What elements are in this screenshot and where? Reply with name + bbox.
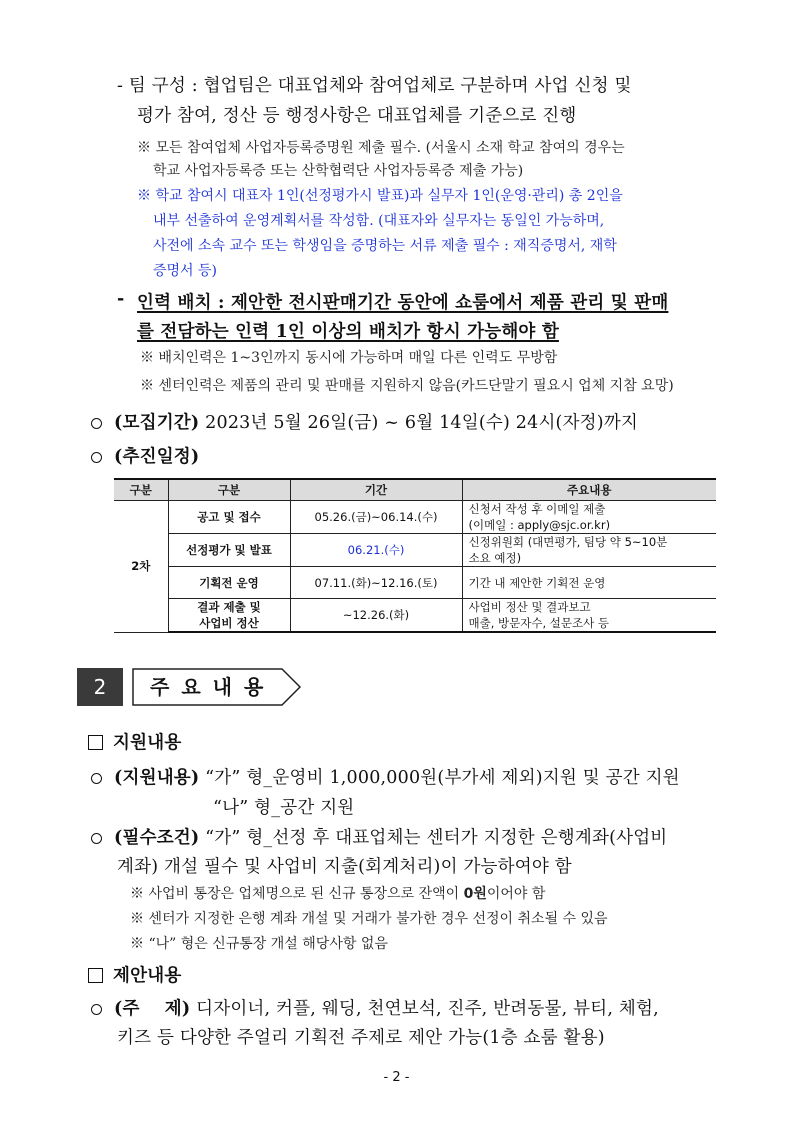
section-title: 주요내용 (150, 675, 276, 699)
period-cell: 07.11.(화)~12.16.(토) (290, 567, 462, 599)
stage-cell: 선정평가 및 발표 (168, 534, 290, 567)
team-note-1-line-2: 학교 사업자등록증 또는 산학협력단 사업자등록증 제출 가능) (153, 163, 524, 179)
proposal-line-2: 키즈 등 다양한 주얼리 기획전 주제로 제안 가능(1층 쇼룸 활용) (117, 1028, 605, 1048)
requirement-line-2: 계좌) 개설 필수 및 사업비 지출(회계처리)이 가능하여야 함 (117, 857, 572, 877)
content-cell (462, 501, 716, 534)
content-cell (462, 599, 716, 633)
checkbox-square-icon (88, 968, 103, 983)
recruit-period (91, 409, 638, 434)
bullet-circle-icon (91, 833, 102, 844)
table-row (114, 599, 716, 633)
round-cell: 2차 (114, 501, 168, 633)
support-line-2: “나” 형_공간 지원 (213, 798, 355, 818)
content-line: 사업비 정산 및 결과보고 (468, 600, 591, 614)
page-number: - 2 - (383, 1070, 410, 1085)
proposal-heading-text: 제안내용 (113, 966, 182, 986)
content-line: 소요 예정) (468, 551, 522, 565)
bullet-circle-icon (91, 418, 102, 429)
table-row (114, 567, 716, 599)
support-note-1-bold: 0원 (463, 886, 487, 902)
staff-dash: - (117, 289, 125, 309)
content-cell (462, 534, 716, 567)
stage-line: 사업비 정산 (199, 616, 259, 630)
table-header-row (114, 479, 716, 501)
section-number: 2 (77, 668, 123, 706)
stage-cell: 기획전 운영 (168, 567, 290, 599)
recruit-text: 2023년 5월 26일(금) ~ 6월 14일(수) 24시(자정)까지 (199, 413, 639, 433)
recruit-label: (모집기간) (114, 413, 200, 433)
team-note-1-line-1: ※ 모든 참여업체 사업자등록증명원 제출 필수. (서울시 소재 학교 참여의 경우는 (137, 140, 625, 156)
bullet-circle-icon (91, 773, 102, 784)
support-heading-text: 지원내용 (113, 733, 182, 753)
bullet-circle-icon (91, 1004, 102, 1015)
team-note-2-line-4: 증명서 등) (153, 263, 218, 279)
stage-cell: 공고 및 접수 (168, 501, 290, 534)
support-line-1 (91, 764, 680, 789)
support-text-1: “가” 형_운영비 1,000,000원(부가세 제외)지원 및 공간 지원 (199, 768, 680, 788)
bullet-circle-icon (91, 452, 102, 463)
schedule-table (114, 478, 716, 633)
proposal-heading (88, 962, 181, 987)
stage-cell (168, 599, 290, 633)
content-cell: 기간 내 제안한 기획전 운영 (462, 567, 716, 599)
content-line: 신청서 작성 후 이메일 제출 (468, 502, 606, 516)
staff-note-1: ※ 배치인력은 1~3인까지 동시에 가능하며 매일 다른 인력도 무방함 (140, 350, 558, 366)
support-note-3: ※ “나” 형은 신규통장 개설 해당사항 없음 (130, 936, 388, 952)
table-row (114, 534, 716, 567)
table-row (114, 501, 716, 534)
support-heading (88, 729, 181, 754)
support-note-1-pre: ※ 사업비 통장은 업체명으로 된 신규 통장으로 잔액이 (130, 886, 464, 902)
team-note-2-line-3: 사전에 소속 교수 또는 학생임을 증명하는 서류 제출 필수 : 재직증명서, 재학 (153, 238, 617, 254)
staff-note-2: ※ 센터인력은 제품의 관리 및 판매를 지원하지 않음(카드단말기 필요시 업체 지참 요망) (140, 378, 674, 394)
proposal-label: (주 제) (114, 999, 191, 1019)
period-cell: 05.26.(금)~06.14.(수) (290, 501, 462, 534)
header-stage: 구분 (168, 479, 290, 501)
schedule-heading (91, 443, 199, 468)
content-line: (이메일 : apply@sjc.or.kr) (468, 518, 611, 532)
stage-line: 결과 제출 및 (197, 600, 261, 614)
content-line: 신정위원회 (대면평가, 팀당 약 5~10분 (468, 535, 668, 549)
schedule-label: (추진일정) (114, 447, 200, 467)
staff-line-1: 인력 배치 : 제안한 전시판매기간 동안에 쇼룸에서 제품 관리 및 판매 (137, 293, 669, 313)
support-note-2: ※ 센터가 지정한 은행 계좌 개설 및 거래가 불가한 경우 선정이 취소될 수 있음 (130, 911, 608, 927)
period-cell: ~12.26.(화) (290, 599, 462, 633)
proposal-text-1: 디자이너, 커플, 웨딩, 천연보석, 진주, 반려동물, 뷰티, 체험, (190, 999, 659, 1019)
header-period: 기간 (290, 479, 462, 501)
requirement-line-1 (91, 824, 667, 849)
support-label: (지원내용) (114, 768, 200, 788)
content-line: 매출, 방문자수, 설문조사 등 (468, 616, 609, 630)
team-note-2-line-2: 내부 선출하여 운영계획서를 작성함. (대표자와 실무자는 동일인 가능하며, (153, 213, 605, 229)
requirement-label: (필수조건) (114, 828, 200, 848)
requirement-text-1: “가” 형_선정 후 대표업체는 센터가 지정한 은행계좌(사업비 (199, 828, 668, 848)
support-note-1 (130, 883, 545, 903)
header-round: 구분 (114, 479, 168, 501)
team-line-1: - 팀 구성 : 협업팀은 대표업체와 참여업체로 구분하며 사업 신청 및 (117, 76, 632, 96)
staff-line-2: 를 전담하는 인력 1인 이상의 배치가 항시 가능해야 함 (137, 322, 559, 342)
team-note-2-line-1: ※ 학교 참여시 대표자 1인(선정평가시 발표)과 실무자 1인(운영·관리) 총 2인을 (137, 188, 623, 204)
header-content: 주요내용 (462, 479, 716, 501)
team-line-2: 평가 참여, 정산 등 행정사항은 대표업체를 기준으로 진행 (137, 106, 577, 126)
period-cell: 06.21.(수) (290, 534, 462, 567)
proposal-line-1 (91, 995, 659, 1020)
support-note-1-post: 이어야 함 (486, 886, 546, 902)
checkbox-square-icon (88, 735, 103, 750)
